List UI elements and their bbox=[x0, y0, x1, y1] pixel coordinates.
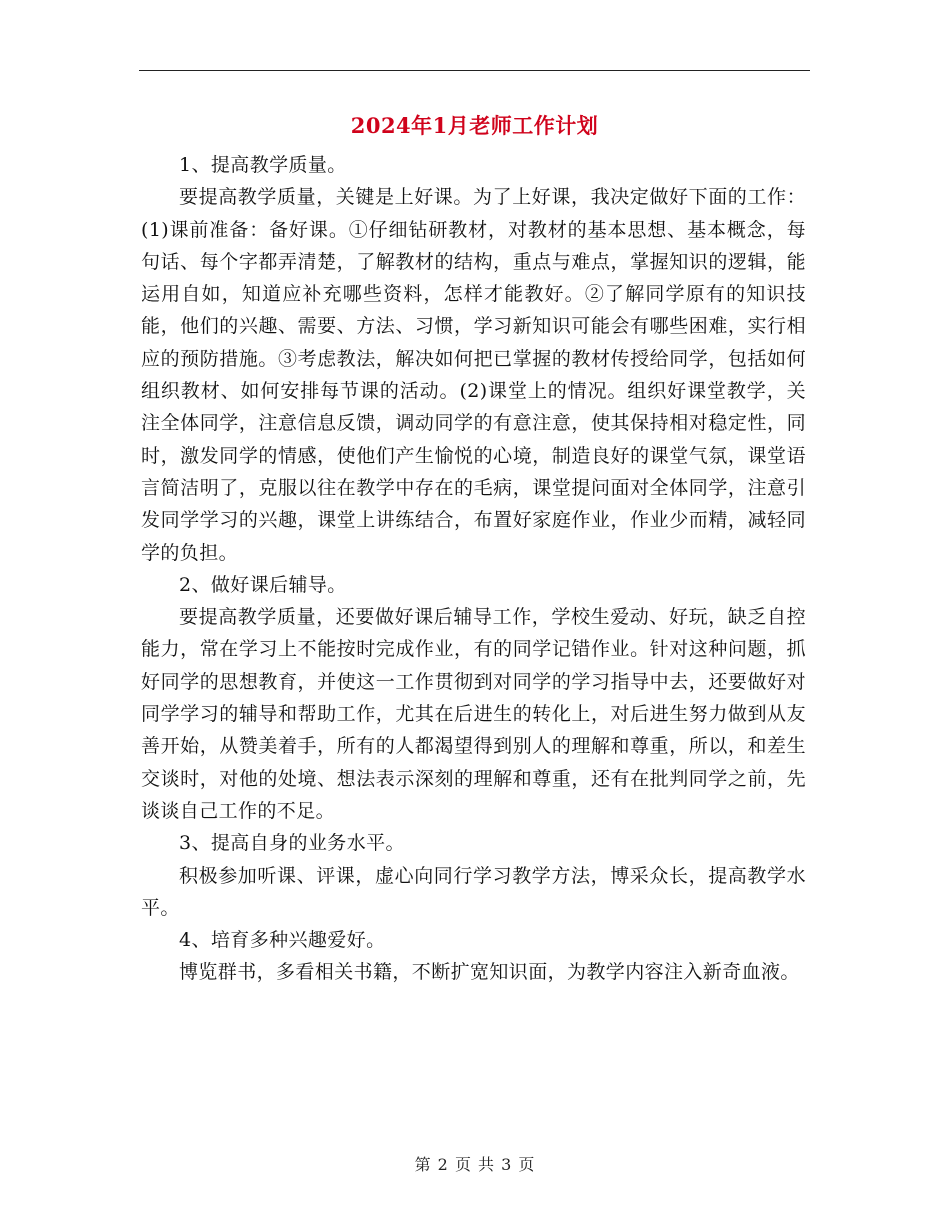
paragraph-4: 博览群书，多看相关书籍，不断扩宽知识面，为教学内容注入新奇血液。 bbox=[179, 961, 800, 984]
header-rule bbox=[139, 70, 810, 71]
page-number: 第 2 页 共 3 页 bbox=[414, 1155, 536, 1174]
section-heading-3: 3、提高自身的业务水平。 bbox=[179, 832, 405, 855]
section-heading-2: 2、做好课后辅导。 bbox=[179, 573, 347, 596]
paragraph-1: 要提高教学质量，关键是上好课。为了上好课，我决定做好下面的工作：(1)课前准备：备好课。①仔细钻研教材，对教材的基本思想、基本概念，每句话、每个字都弄清楚，了解教材的结构，重点与难点，掌握知识的逻辑，能运用自如，知道应补充哪些资料，怎样才能教好。②了解同学原有的知识技能，他们的兴趣、需要、方法、习惯，学习新知识可能会有哪些困难，实行相应的预防措施。③考虑教法，解决如何把已掌握的教材传授给同学，包括如何组织教材、如何安排每节课的活动。(2)课堂上的情况。组织好课堂教学，关注全体同学，注意信息反馈，调动同学的有意注意，使其保持相对稳定性，同时，激发同学的情感，使他们产生愉悦的心境，制造良好的课堂气氛，课堂语言简洁明了，克服以往在教学中存在的毛病，课堂提问面对全体同学，注意引发同学学习的兴趣，课堂上讲练结合，布置好家庭作业，作业少而精，减轻同学的负担。 bbox=[141, 186, 806, 564]
paragraph-2: 要提高教学质量，还要做好课后辅导工作，学校生爱动、好玩，缺乏自控能力，常在学习上不能按时完成作业，有的同学记错作业。针对这种问题，抓好同学的思想教育，并使这一工作贯彻到对同学的学习指导中去，还要做好对同学学习的辅导和帮助工作，尤其在后进生的转化上，对后进生努力做到从友善开始，从赞美着手，所有的人都渴望得到别人的理解和尊重，所以，和差生交谈时，对他的处境、想法表示深刻的理解和尊重，还有在批判同学之前，先谈谈自己工作的不足。 bbox=[141, 606, 806, 822]
document-body bbox=[141, 149, 806, 989]
paragraph-3: 积极参加听课、评课，虚心向同行学习教学方法，博采众长，提高教学水平。 bbox=[141, 864, 806, 919]
document-title: 2024年1月老师工作计划 bbox=[350, 113, 599, 138]
section-heading-4: 4、培育多种兴趣爱好。 bbox=[179, 929, 386, 952]
section-heading-1: 1、提高教学质量。 bbox=[179, 154, 347, 176]
